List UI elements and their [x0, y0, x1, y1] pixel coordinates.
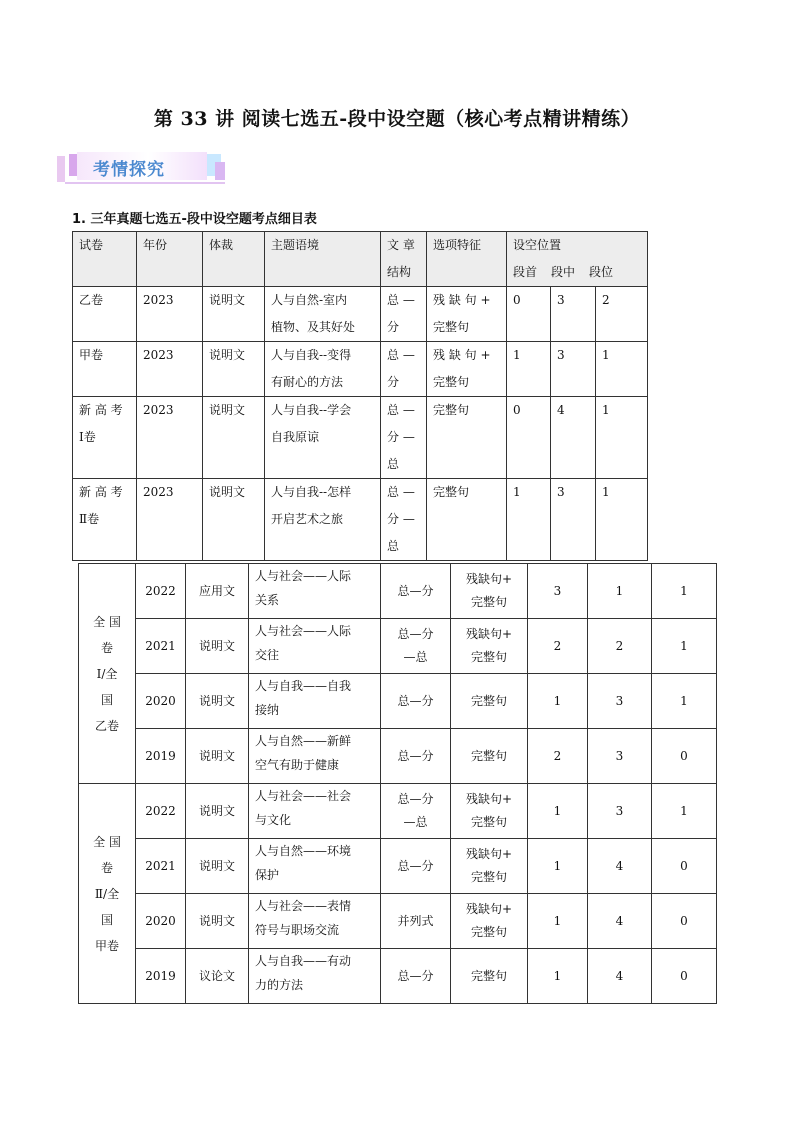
- header-position-title: 设空位置: [513, 238, 562, 252]
- header-structure: 文 章 结构: [381, 232, 427, 287]
- cell-pos-end: 1: [596, 479, 648, 561]
- banner-stripe: [57, 156, 65, 182]
- cell-pos-end: 0: [652, 894, 717, 949]
- header-pos-mid: 段中: [551, 265, 576, 279]
- table-row: [79, 894, 717, 949]
- cell-year: 2020: [136, 674, 186, 729]
- cell-theme: 人与自我--学会 自我原谅: [265, 397, 381, 479]
- cell-paper: 乙卷: [73, 287, 137, 342]
- banner-underline: [65, 182, 225, 184]
- cell-genre: 说明文: [203, 479, 265, 561]
- banner-stripe: [69, 154, 77, 176]
- cell-structure: 总—分: [381, 729, 451, 784]
- banner-decoration: [215, 162, 225, 180]
- cell-pos-mid: 3: [551, 479, 596, 561]
- cell-structure: 总—分: [381, 839, 451, 894]
- table-row: [79, 729, 717, 784]
- header-position-subcols: [513, 259, 641, 286]
- cell-year: 2020: [136, 894, 186, 949]
- header-pos-end: 段位: [589, 265, 614, 279]
- cell-pos-start: 2: [528, 619, 588, 674]
- cell-pos-start: 1: [528, 674, 588, 729]
- header-genre: 体裁: [203, 232, 265, 287]
- cell-theme: 人与社会——人际 交往: [249, 619, 381, 674]
- cell-options: 完整句: [427, 397, 507, 479]
- cell-genre: 说明文: [186, 839, 249, 894]
- cell-pos-start: 1: [528, 839, 588, 894]
- cell-pos-mid: 4: [588, 839, 652, 894]
- cell-theme: 人与自我——有动 力的方法: [249, 949, 381, 1004]
- cell-pos-end: 1: [596, 342, 648, 397]
- cell-genre: 说明文: [203, 342, 265, 397]
- table-row: [79, 619, 717, 674]
- cell-pos-end: 0: [652, 839, 717, 894]
- cell-pos-mid: 4: [551, 397, 596, 479]
- cell-pos-start: 1: [507, 342, 551, 397]
- cell-options: 残缺句+ 完整句: [451, 784, 528, 839]
- cell-pos-mid: 4: [588, 949, 652, 1004]
- cell-year: 2023: [137, 342, 203, 397]
- cell-pos-end: 1: [596, 397, 648, 479]
- cell-year: 2019: [136, 949, 186, 1004]
- cell-structure: 总—分: [381, 674, 451, 729]
- cell-theme: 人与自然-室内 植物、及其好处: [265, 287, 381, 342]
- cell-genre: 说明文: [203, 287, 265, 342]
- cell-pos-end: 2: [596, 287, 648, 342]
- cell-options: 残缺句+ 完整句: [451, 839, 528, 894]
- cell-pos-end: 0: [652, 949, 717, 1004]
- cell-structure: 总 — 分 — 总: [381, 397, 427, 479]
- cell-theme: 人与自然——新鲜 空气有助于健康: [249, 729, 381, 784]
- section-banner-label: 考情探究: [93, 160, 165, 180]
- cell-year: 2021: [136, 839, 186, 894]
- cell-pos-start: 1: [528, 784, 588, 839]
- cell-pos-end: 1: [652, 564, 717, 619]
- table-caption: 1. 三年真题七选五-段中设空题考点细目表: [72, 212, 317, 227]
- cell-theme: 人与自我--变得 有耐心的方法: [265, 342, 381, 397]
- cell-structure: 并列式: [381, 894, 451, 949]
- table-row: [73, 479, 648, 561]
- cell-pos-mid: 3: [588, 674, 652, 729]
- cell-pos-start: 2: [528, 729, 588, 784]
- group-label: 全 国 卷 Ⅰ/全 国 乙卷: [79, 564, 136, 784]
- cell-pos-start: 3: [528, 564, 588, 619]
- cell-year: 2022: [136, 784, 186, 839]
- cell-paper: 新 高 考 Ⅱ卷: [73, 479, 137, 561]
- cell-theme: 人与社会——社会 与文化: [249, 784, 381, 839]
- header-options: 选项特征: [427, 232, 507, 287]
- cell-pos-mid: 2: [588, 619, 652, 674]
- table-row: [73, 287, 648, 342]
- cell-options: 残缺句+ 完整句: [451, 619, 528, 674]
- cell-pos-mid: 3: [588, 729, 652, 784]
- group-label: 全 国 卷 Ⅱ/全 国 甲卷: [79, 784, 136, 1004]
- table-row: [79, 839, 717, 894]
- cell-options: 残 缺 句 + 完整句: [427, 342, 507, 397]
- cell-year: 2021: [136, 619, 186, 674]
- header-year: 年份: [137, 232, 203, 287]
- cell-pos-start: 1: [528, 894, 588, 949]
- cell-genre: 说明文: [203, 397, 265, 479]
- cell-genre: 议论文: [186, 949, 249, 1004]
- cell-theme: 人与自我--怎样 开启艺术之旅: [265, 479, 381, 561]
- cell-pos-end: 1: [652, 674, 717, 729]
- cell-pos-mid: 1: [588, 564, 652, 619]
- cell-pos-mid: 3: [551, 287, 596, 342]
- cell-theme: 人与社会——人际 关系: [249, 564, 381, 619]
- cell-year: 2019: [136, 729, 186, 784]
- cell-structure: 总—分 —总: [381, 619, 451, 674]
- cell-theme: 人与自我——自我 接纳: [249, 674, 381, 729]
- cell-pos-end: 1: [652, 784, 717, 839]
- cell-structure: 总 — 分: [381, 287, 427, 342]
- cell-year: 2023: [137, 397, 203, 479]
- table-row: [79, 784, 717, 839]
- cell-pos-start: 1: [528, 949, 588, 1004]
- cell-options: 完整句: [451, 949, 528, 1004]
- cell-structure: 总—分 —总: [381, 784, 451, 839]
- cell-pos-end: 1: [652, 619, 717, 674]
- exam-table-2023: [72, 231, 648, 561]
- cell-pos-mid: 3: [588, 784, 652, 839]
- cell-options: 残缺句+ 完整句: [451, 564, 528, 619]
- exam-table-2019-2022: [78, 563, 717, 1004]
- page-title: 第 33 讲 阅读七选五-段中设空题（核心考点精讲精练）: [153, 108, 641, 130]
- cell-genre: 说明文: [186, 894, 249, 949]
- cell-pos-start: 1: [507, 479, 551, 561]
- cell-genre: 说明文: [186, 729, 249, 784]
- cell-options: 完整句: [427, 479, 507, 561]
- table-header-row: [73, 232, 648, 287]
- cell-structure: 总 — 分: [381, 342, 427, 397]
- header-theme: 主题语境: [265, 232, 381, 287]
- cell-theme: 人与社会——表情 符号与职场交流: [249, 894, 381, 949]
- cell-pos-mid: 3: [551, 342, 596, 397]
- table-row: [79, 949, 717, 1004]
- cell-genre: 说明文: [186, 619, 249, 674]
- cell-pos-start: 0: [507, 287, 551, 342]
- cell-pos-start: 0: [507, 397, 551, 479]
- cell-options: 完整句: [451, 674, 528, 729]
- header-position: [507, 232, 648, 287]
- cell-genre: 说明文: [186, 674, 249, 729]
- cell-structure: 总—分: [381, 949, 451, 1004]
- cell-year: 2023: [137, 479, 203, 561]
- cell-pos-mid: 4: [588, 894, 652, 949]
- cell-year: 2023: [137, 287, 203, 342]
- table-row: [73, 397, 648, 479]
- cell-structure: 总 — 分 — 总: [381, 479, 427, 561]
- cell-options: 残缺句+ 完整句: [451, 894, 528, 949]
- table-row: [79, 564, 717, 619]
- table-row: [73, 342, 648, 397]
- cell-paper: 新 高 考 Ⅰ卷: [73, 397, 137, 479]
- cell-year: 2022: [136, 564, 186, 619]
- cell-genre: 应用文: [186, 564, 249, 619]
- cell-structure: 总—分: [381, 564, 451, 619]
- cell-genre: 说明文: [186, 784, 249, 839]
- cell-options: 残 缺 句 + 完整句: [427, 287, 507, 342]
- table-row: [79, 674, 717, 729]
- cell-options: 完整句: [451, 729, 528, 784]
- cell-theme: 人与自然——环境 保护: [249, 839, 381, 894]
- section-banner: [57, 152, 227, 188]
- cell-pos-end: 0: [652, 729, 717, 784]
- header-pos-start: 段首: [513, 265, 538, 279]
- cell-paper: 甲卷: [73, 342, 137, 397]
- header-paper: 试卷: [73, 232, 137, 287]
